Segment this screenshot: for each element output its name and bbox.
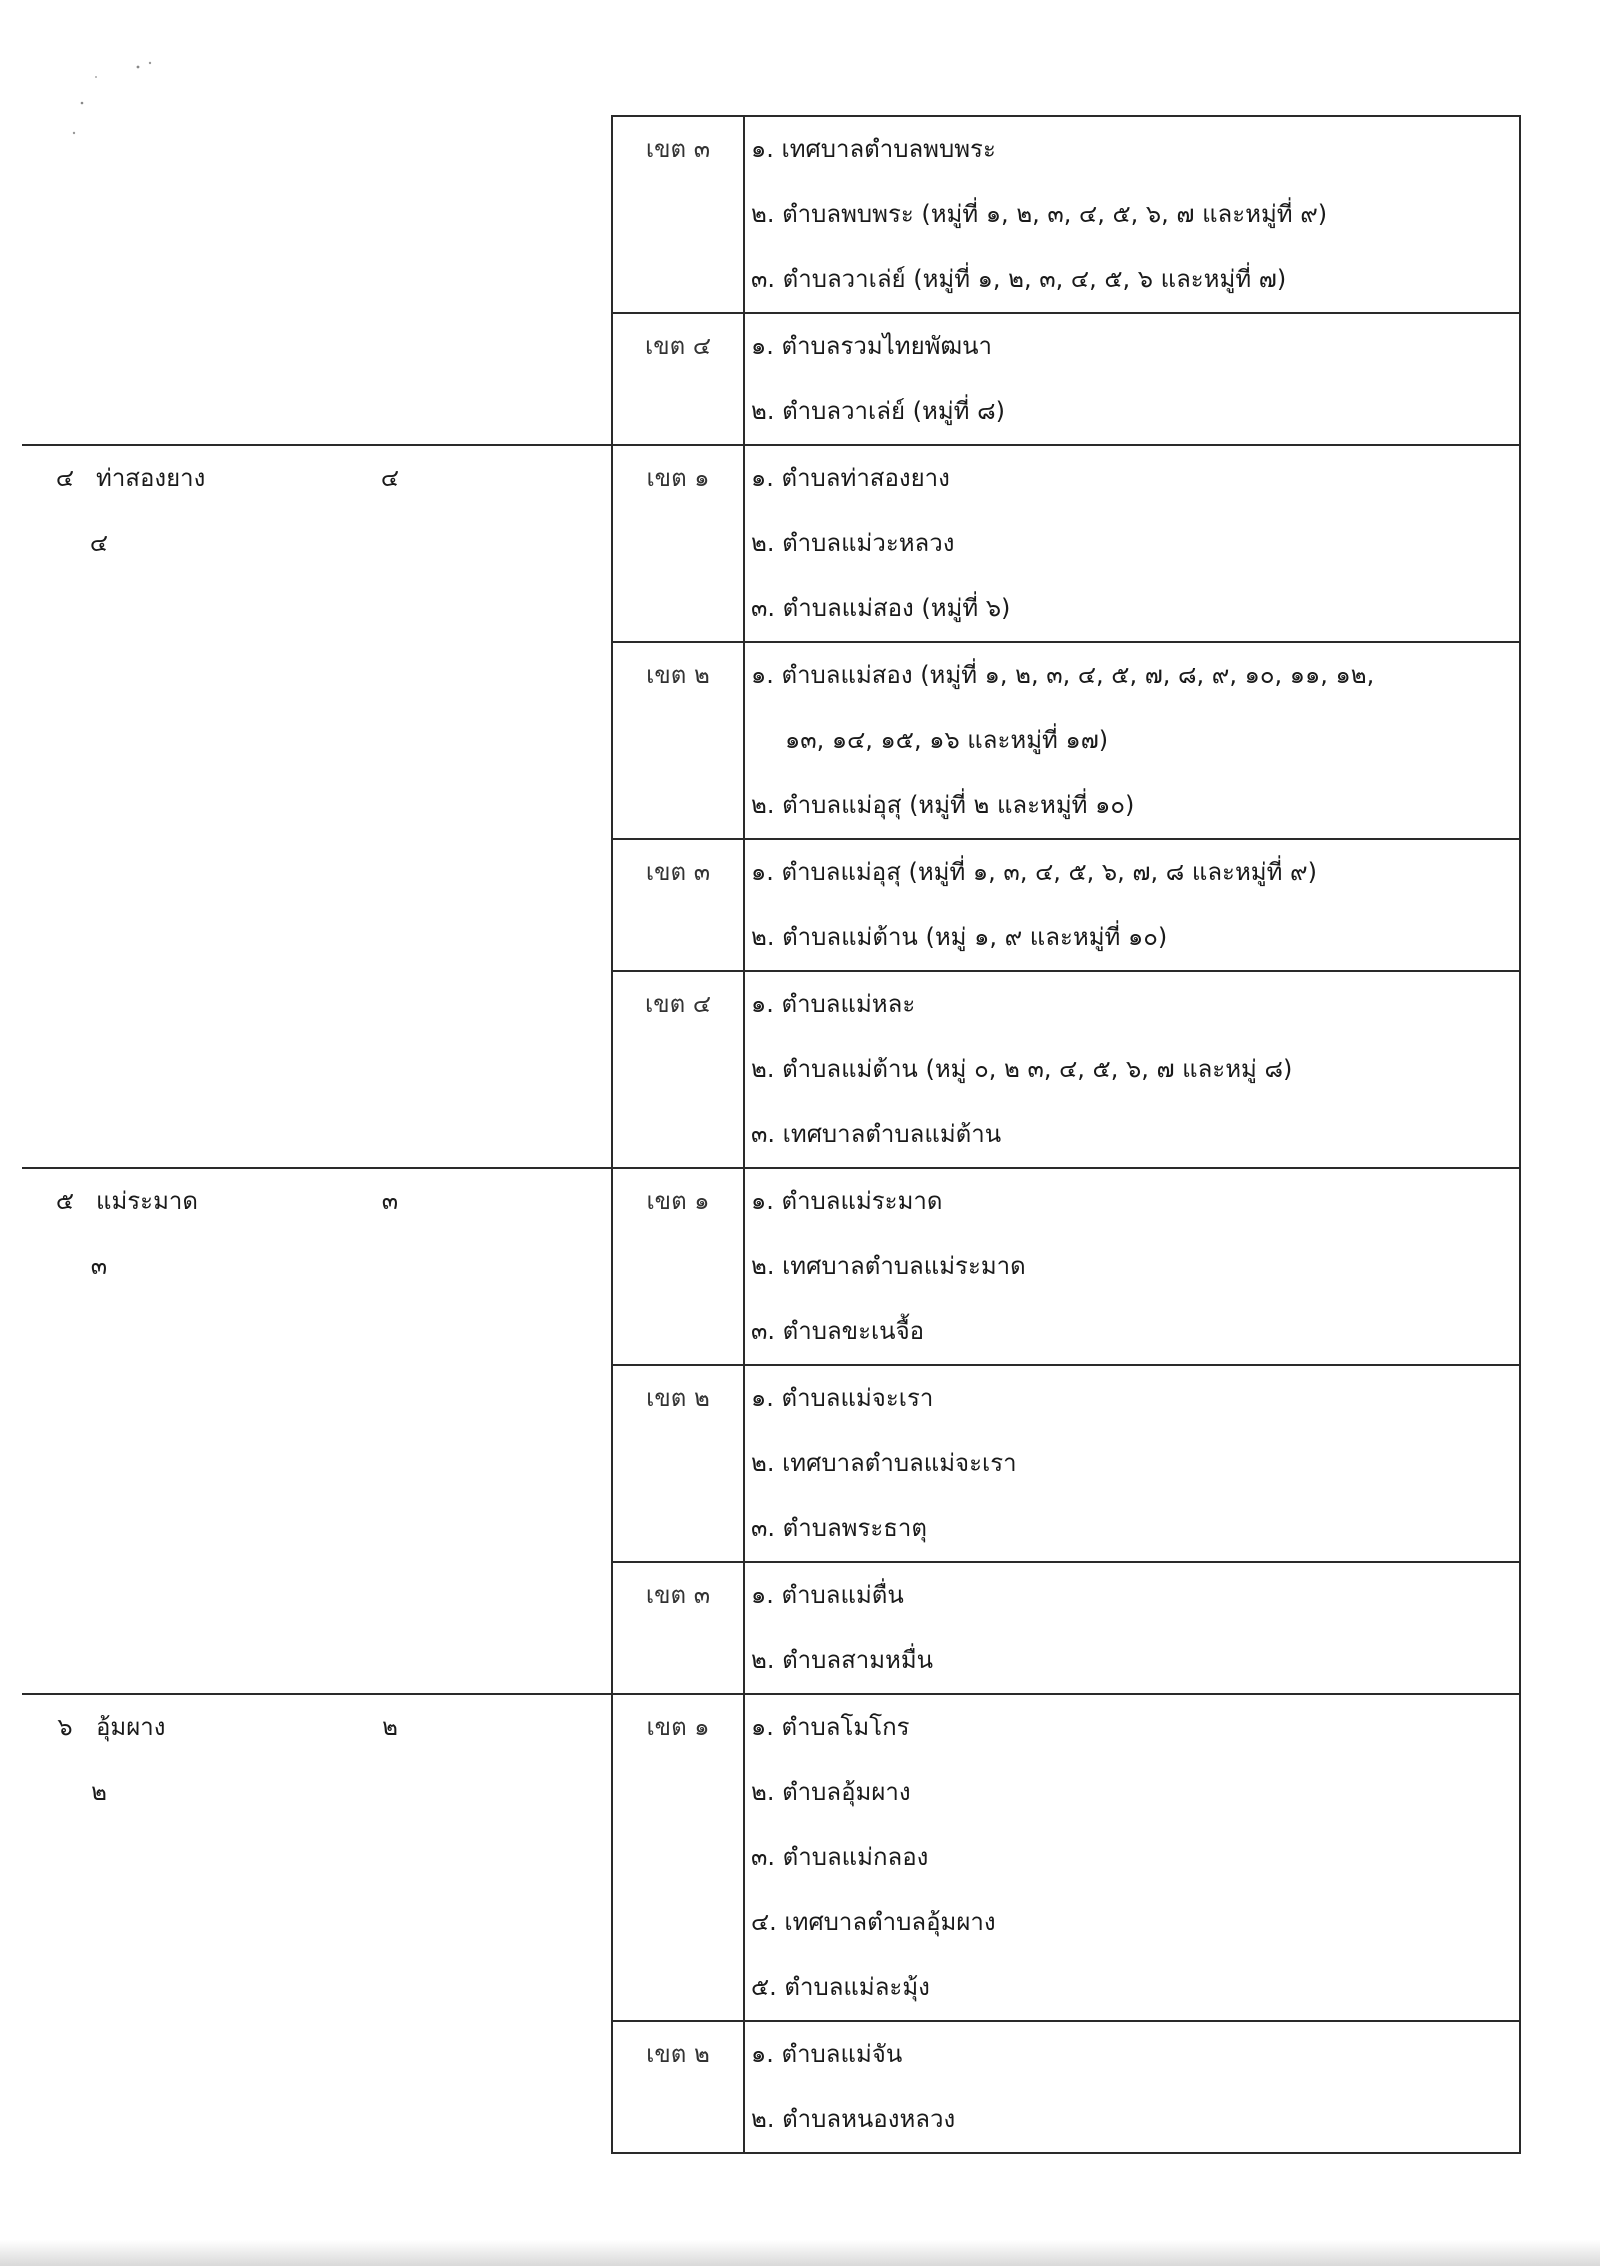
subdistrict-list bbox=[744, 642, 1520, 839]
zone-row bbox=[22, 445, 1520, 642]
subdistrict-item: ๑. ตำบลรวมไทยพัฒนา bbox=[751, 332, 993, 360]
zone-label: เขต ๔ bbox=[612, 313, 744, 445]
subdistrict-item: ๒. เทศบาลตำบลแม่ระมาด bbox=[751, 1252, 1026, 1280]
district-cell bbox=[22, 116, 612, 445]
subdistrict-list bbox=[744, 971, 1520, 1168]
zone-label: เขต ๒ bbox=[612, 2021, 744, 2153]
subdistrict-item: ๒. เทศบาลตำบลแม่จะเรา bbox=[751, 1449, 1017, 1477]
subdistrict-list bbox=[744, 1365, 1520, 1562]
subdistrict-item: ๒. ตำบลหนองหลวง bbox=[751, 2105, 956, 2133]
subdistrict-item: ๕. ตำบลแม่ละมุ้ง bbox=[751, 1973, 930, 2001]
subdistrict-item: ๒. ตำบลวาเล่ย์ (หมู่ที่ ๘) bbox=[751, 397, 1005, 425]
subdistrict-item: ๔. เทศบาลตำบลอุ้มผาง bbox=[751, 1908, 996, 1936]
zone-label: เขต ๑ bbox=[612, 1694, 744, 2021]
subdistrict-item: ๑. ตำบลแม่หละ bbox=[751, 990, 916, 1018]
district-cell bbox=[22, 445, 612, 1168]
district-count: ๔ bbox=[380, 464, 400, 492]
district-name: ท่าสองยาง bbox=[96, 464, 206, 492]
district-count: ๒ bbox=[382, 1713, 398, 1741]
zone-row bbox=[22, 116, 1520, 313]
zone-label: เขต ๒ bbox=[612, 1365, 744, 1562]
subdistrict-item: ๑. ตำบลแม่ระมาด bbox=[751, 1187, 943, 1215]
subdistrict-item: ๑. ตำบลแม่ตื่น bbox=[751, 1581, 904, 1609]
district-number: ๖ bbox=[57, 1713, 73, 1741]
district-count: ๓ bbox=[381, 1187, 399, 1215]
subdistrict-list bbox=[744, 2021, 1520, 2153]
subdistrict-item: ๒. ตำบลพบพระ (หมู่ที่ ๑, ๒, ๓, ๔, ๕, ๖, ๗ และหมู่ที่ ๙) bbox=[751, 200, 1328, 228]
zone-label: เขต ๒ bbox=[612, 642, 744, 839]
subdistrict-list bbox=[744, 313, 1520, 445]
subdistrict-list bbox=[744, 839, 1520, 971]
zone-label: เขต ๑ bbox=[612, 445, 744, 642]
subdistrict-item: ๑. เทศบาลตำบลพบพระ bbox=[751, 135, 996, 163]
subdistrict-item: ๓. ตำบลแม่สอง (หมู่ที่ ๖) bbox=[751, 594, 1011, 622]
district-name: อุ้มผาง bbox=[96, 1713, 166, 1741]
subdistrict-list bbox=[744, 1168, 1520, 1365]
zone-label: เขต ๓ bbox=[612, 116, 744, 313]
subdistrict-item: ๑. ตำบลแม่จะเรา bbox=[751, 1384, 934, 1412]
subdistrict-list bbox=[744, 445, 1520, 642]
district-number: ๕ bbox=[55, 1187, 75, 1215]
subdistrict-item: ๓. ตำบลขะเนจื้อ bbox=[751, 1317, 925, 1345]
subdistrict-item: ๓. เทศบาลตำบลแม่ต้าน bbox=[751, 1120, 1002, 1148]
subdistrict-item: ๑. ตำบลแม่จัน bbox=[751, 2040, 903, 2068]
subdistrict-list bbox=[744, 1694, 1520, 2021]
subdistrict-item: ๑. ตำบลท่าสองยาง bbox=[751, 464, 950, 492]
subdistrict-item: ๑. ตำบลแม่อุสุ (หมู่ที่ ๑, ๓, ๔, ๕, ๖, ๗, ๘ และหมู่ที่ ๙) bbox=[751, 858, 1317, 886]
zone-label: เขต ๓ bbox=[612, 1562, 744, 1694]
zone-label: เขต ๑ bbox=[612, 1168, 744, 1365]
subdistrict-item: ๒. ตำบลแม่ต้าน (หมู่ ๐, ๒ ๓, ๔, ๕, ๖, ๗ และหมู่ ๘) bbox=[751, 1055, 1293, 1083]
scan-bottom-shade bbox=[0, 2240, 1600, 2266]
district-name: แม่ระมาด bbox=[96, 1187, 198, 1215]
zone-label: เขต ๓ bbox=[612, 839, 744, 971]
subdistrict-item: ๓. ตำบลแม่กลอง bbox=[751, 1843, 929, 1871]
subdistrict-list bbox=[744, 116, 1520, 313]
subdistrict-list bbox=[744, 1562, 1520, 1694]
district-zone-count: ๒ bbox=[91, 1778, 107, 1806]
subdistrict-item: ๒. ตำบลแม่ต้าน (หมู่ ๑, ๙ และหมู่ที่ ๑๐) bbox=[751, 923, 1168, 951]
subdistrict-item: ๓. ตำบลพระธาตุ bbox=[751, 1514, 927, 1542]
district-zone-count: ๓ bbox=[90, 1252, 108, 1280]
subdistrict-item: ๒. ตำบลแม่วะหลวง bbox=[751, 529, 955, 557]
subdistrict-item: ๒. ตำบลสามหมื่น bbox=[751, 1646, 934, 1674]
subdistrict-item: ๒. ตำบลแม่อุสุ (หมู่ที่ ๒ และหมู่ที่ ๑๐) bbox=[751, 791, 1135, 819]
district-cell bbox=[22, 1694, 612, 2153]
zone-label: เขต ๔ bbox=[612, 971, 744, 1168]
district-number: ๔ bbox=[55, 464, 75, 492]
district-zone-count: ๔ bbox=[89, 529, 109, 557]
zone-row bbox=[22, 1694, 1520, 2021]
subdistrict-item: ๒. ตำบลอุ้มผาง bbox=[751, 1778, 911, 1806]
constituency-table bbox=[22, 115, 1521, 2154]
subdistrict-item: ๓. ตำบลวาเล่ย์ (หมู่ที่ ๑, ๒, ๓, ๔, ๕, ๖ และหมู่ที่ ๗) bbox=[751, 265, 1287, 293]
district-cell bbox=[22, 1168, 612, 1694]
subdistrict-item: ๑๓, ๑๔, ๑๕, ๑๖ และหมู่ที่ ๑๗) bbox=[785, 726, 1109, 754]
zone-row bbox=[22, 1168, 1520, 1365]
subdistrict-item: ๑. ตำบลโมโกร bbox=[751, 1713, 910, 1741]
subdistrict-item: ๑. ตำบลแม่สอง (หมู่ที่ ๑, ๒, ๓, ๔, ๕, ๗, ๘, ๙, ๑๐, ๑๑, ๑๒, bbox=[751, 661, 1375, 689]
